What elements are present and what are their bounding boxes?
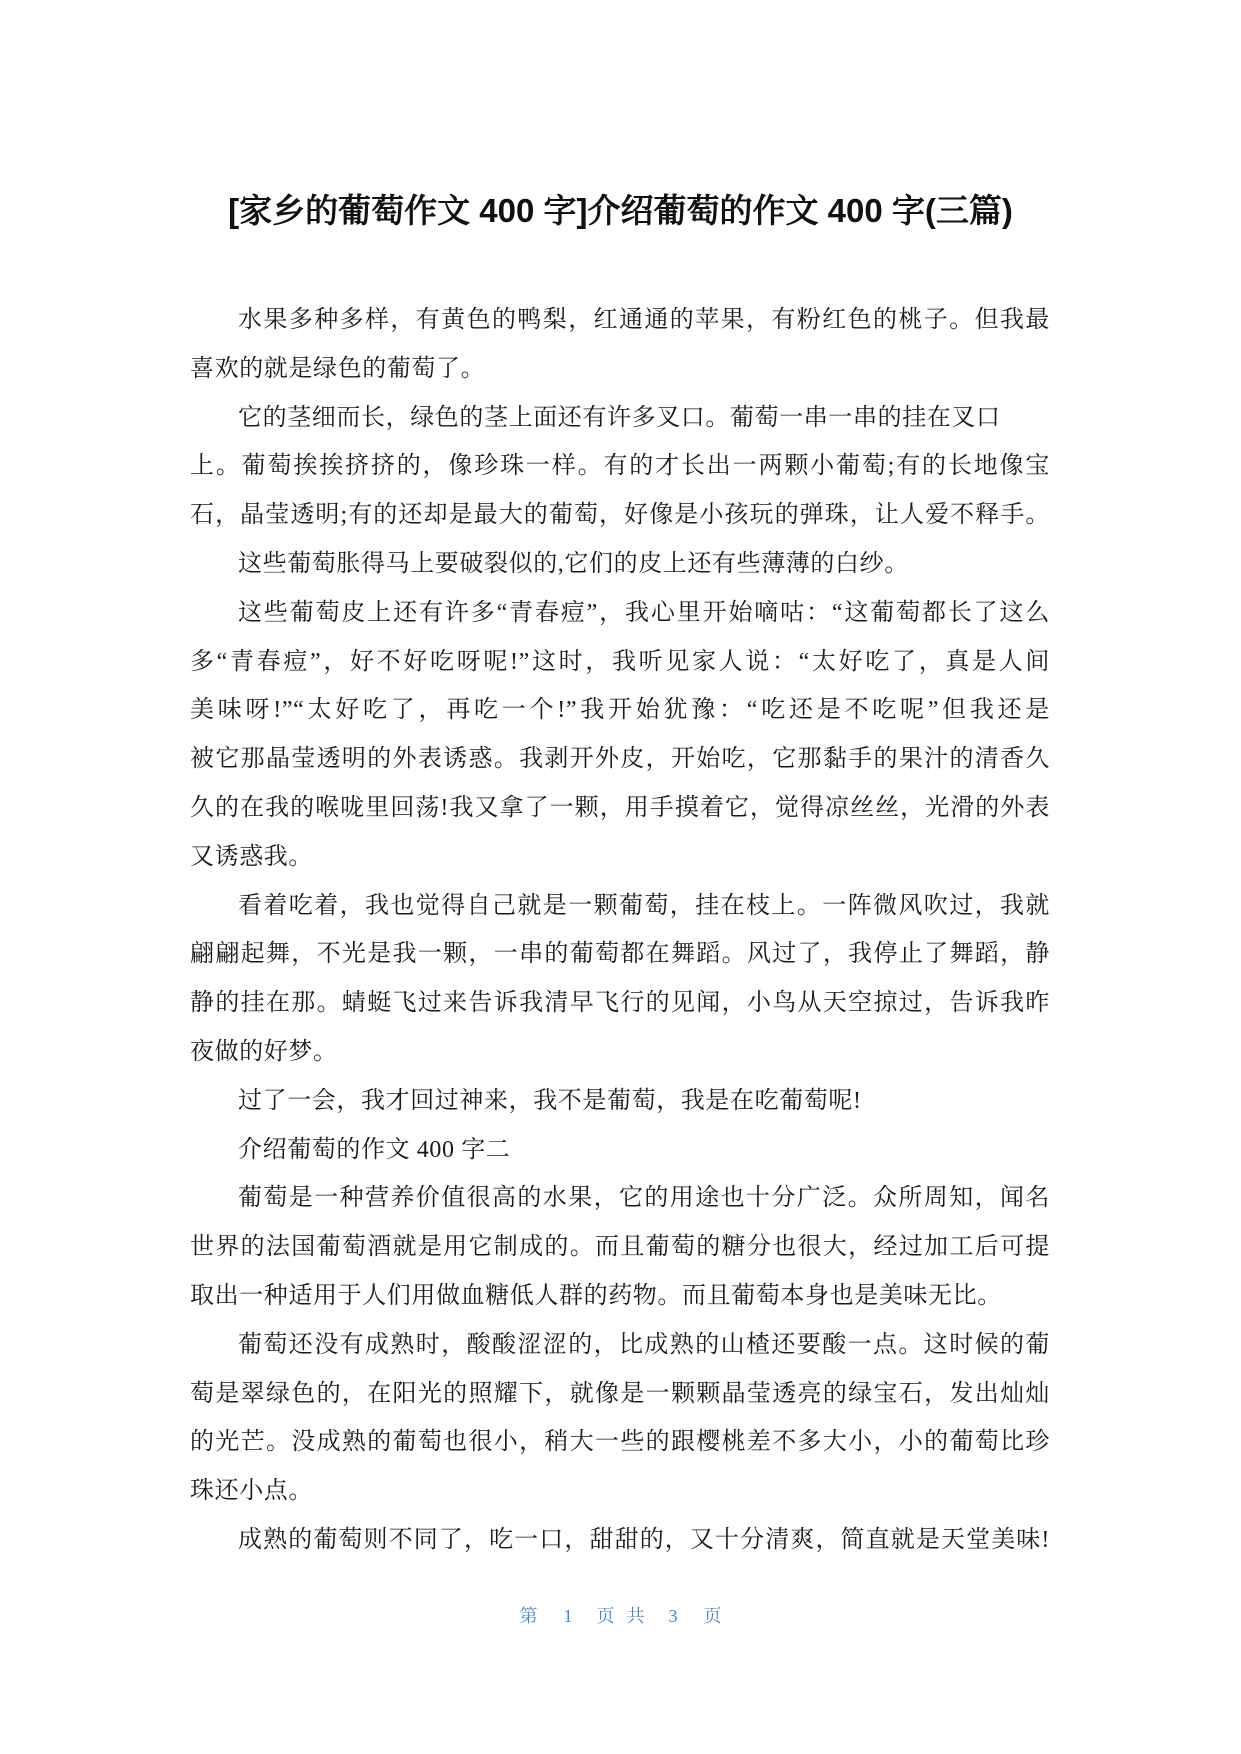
text-line: 取出一种适用于人们用做血糖低人群的药物。而且葡萄本身也是美味无比。 (190, 1282, 1002, 1309)
text-line: 葡萄是一种营养价值很高的水果，它的用途也十分广泛。众所周知，闻名 (238, 1185, 1050, 1212)
total-pages-number: 3 (668, 1606, 678, 1626)
text-line: 过了一会，我才回过神来，我不是葡萄，我是在吃葡萄呢! (238, 1087, 862, 1114)
text-line: 的光芒。没成熟的葡萄也很小，稍大一些的跟樱桃差不多大小，小的葡萄比珍 (190, 1429, 1050, 1456)
text-line: 被它那晶莹透明的外表诱惑。我剥开外皮，开始吃，它那黏手的果汁的清香久 (190, 746, 1050, 773)
total-label: 共 (626, 1606, 645, 1626)
paragraph-2 (190, 394, 1050, 540)
text-line: 它的茎细而长，绿色的茎上面还有许多叉口。葡萄一串一串的挂在叉口 (238, 404, 1001, 431)
paragraph-9 (190, 1321, 1050, 1516)
text-line: 静的挂在那。蜻蜓飞过来告诉我清早飞行的见闻，小鸟从天空掠过，告诉我昨 (190, 990, 1050, 1017)
current-page-number: 1 (563, 1606, 573, 1626)
paragraph-1 (190, 296, 1050, 394)
text-line: 美味呀!”“太好吃了，再吃一个!”我开始犹豫：“吃还是不吃呢”但我还是 (190, 697, 1050, 724)
paragraph-5 (190, 882, 1050, 1077)
text-line: 翩翩起舞，不光是我一颗，一串的葡萄都在舞蹈。风过了，我停止了舞蹈，静 (190, 941, 1050, 968)
page-footer (0, 1604, 1241, 1628)
text-line: 看着吃着，我也觉得自己就是一颗葡萄，挂在枝上。一阵微风吹过，我就 (238, 892, 1050, 919)
text-line: 珠还小点。 (190, 1478, 313, 1505)
section-heading-line: 介绍葡萄的作文 400 字二 (238, 1136, 511, 1163)
text-line: 久的在我的喉咙里回荡!我又拿了一颗，用手摸着它，觉得凉丝丝，光滑的外表 (190, 794, 1050, 821)
document-title: [家乡的葡萄作文 400 字]介绍葡萄的作文 400 字(三篇) (228, 192, 1013, 229)
text-line: 上。葡萄挨挨挤挤的，像珍珠一样。有的才长出一两颗小葡萄;有的长地像宝 (190, 453, 1050, 480)
paragraph-4 (190, 589, 1050, 882)
text-line: 葡萄还没有成熟时，酸酸涩涩的，比成熟的山楂还要酸一点。这时候的葡 (238, 1331, 1050, 1358)
text-line: 又诱惑我。 (190, 843, 313, 870)
page-unit: 页 (596, 1606, 615, 1626)
text-line: 夜做的好梦。 (190, 1038, 338, 1065)
text-line: 成熟的葡萄则不同了，吃一口，甜甜的，又十分清爽，简直就是天堂美味! (238, 1526, 1050, 1553)
paragraph-3 (190, 540, 1050, 589)
section-heading-2 (190, 1126, 1050, 1175)
text-line: 这些葡萄胀得马上要破裂似的,它们的皮上还有些薄薄的白纱。 (238, 550, 909, 577)
page-label: 第 (519, 1606, 538, 1626)
text-line: 萄是翠绿色的，在阳光的照耀下，就像是一颗颗晶莹透亮的绿宝石，发出灿灿 (190, 1380, 1050, 1407)
text-line: 这些葡萄皮上还有许多“青春痘”，我心里开始嘀咕：“这葡萄都长了这么 (238, 599, 1050, 626)
paragraph-6 (190, 1077, 1050, 1126)
text-line: 世界的法国葡萄酒就是用它制成的。而且葡萄的糖分也很大，经过加工后可提 (190, 1234, 1050, 1261)
paragraph-10 (190, 1516, 1050, 1565)
text-line: 水果多种多样，有黄色的鸭梨，红通通的苹果，有粉红色的桃子。但我最 (238, 307, 1050, 333)
text-line: 多“青春痘”，好不好吃呀呢!”这时，我听见家人说：“太好吃了，真是人间 (190, 648, 1050, 675)
paragraph-8 (190, 1174, 1050, 1320)
document-body (190, 296, 1050, 1565)
total-unit: 页 (703, 1606, 722, 1626)
text-line: 喜欢的就是绿色的葡萄了。 (190, 355, 486, 382)
text-line: 石，晶莹透明;有的还却是最大的葡萄，好像是小孩玩的弹珠，让人爱不释手。 (190, 502, 1050, 529)
